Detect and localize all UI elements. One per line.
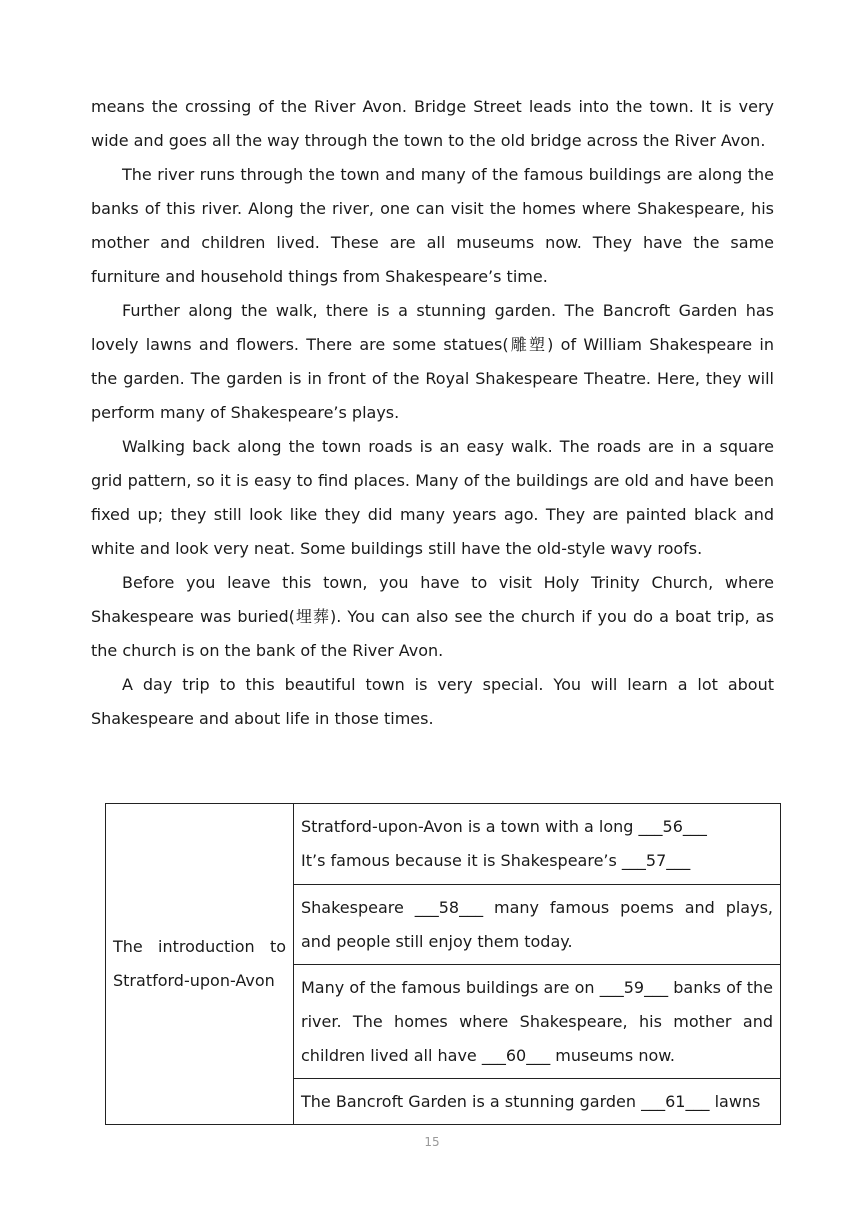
- table-row-line: It’s famous because it is Shakespeare’s ___57___: [301, 851, 691, 870]
- table-row: The Bancroft Garden is a stunning garden ___61___ lawns: [294, 1079, 781, 1125]
- passage-paragraph: Before you leave this town, you have to visit Holy Trinity Church, where Shakespeare was buried(埋葬). You can also see the church if you do a boat trip, as the church is on the bank of the River Avon.: [91, 573, 774, 660]
- table-row-line: Stratford-upon-Avon is a town with a long ___56___: [301, 817, 707, 836]
- passage-paragraph: Walking back along the town roads is an easy walk. The roads are in a square grid pattern, so it is easy to find places. Many of the buildings are old and have been fixed up; they still look like they did many years ago. They are painted black and white and look very neat. Some buildings still have the old-style wavy roofs.: [91, 437, 774, 558]
- page-number: 15: [424, 1135, 440, 1149]
- table-row: [294, 804, 781, 885]
- passage-paragraph: means the crossing of the River Avon. Bridge Street leads into the town. It is very wide and goes all the way through the town to the old bridge across the River Avon.: [91, 97, 774, 150]
- summary-table: [105, 803, 781, 1125]
- table-row: Shakespeare ___58___ many famous poems and plays, and people still enjoy them today.: [294, 885, 781, 965]
- table-label-cell: The introduction to Stratford-upon-Avon: [106, 804, 294, 1125]
- passage-paragraph: A day trip to this beautiful town is very special. You will learn a lot about Shakespeare and about life in those times.: [91, 675, 774, 728]
- passage-paragraph: The river runs through the town and many of the famous buildings are along the banks of this river. Along the river, one can visit the homes where Shakespeare, his mother and children lived. These are all museums now. They have the same furniture and household things from Shakespeare’s time.: [91, 165, 774, 286]
- table-row: Many of the famous buildings are on ___59___ banks of the river. The homes where Shakespeare, his mother and children lived all have ___60___ museums now.: [294, 965, 781, 1079]
- reading-passage: [91, 90, 774, 736]
- passage-paragraph: Further along the walk, there is a stunning garden. The Bancroft Garden has lovely lawns and flowers. There are some statues(雕塑) of William Shakespeare in the garden. The garden is in front of the Royal Shakespeare Theatre. Here, they will perform many of Shakespeare’s plays.: [91, 301, 774, 422]
